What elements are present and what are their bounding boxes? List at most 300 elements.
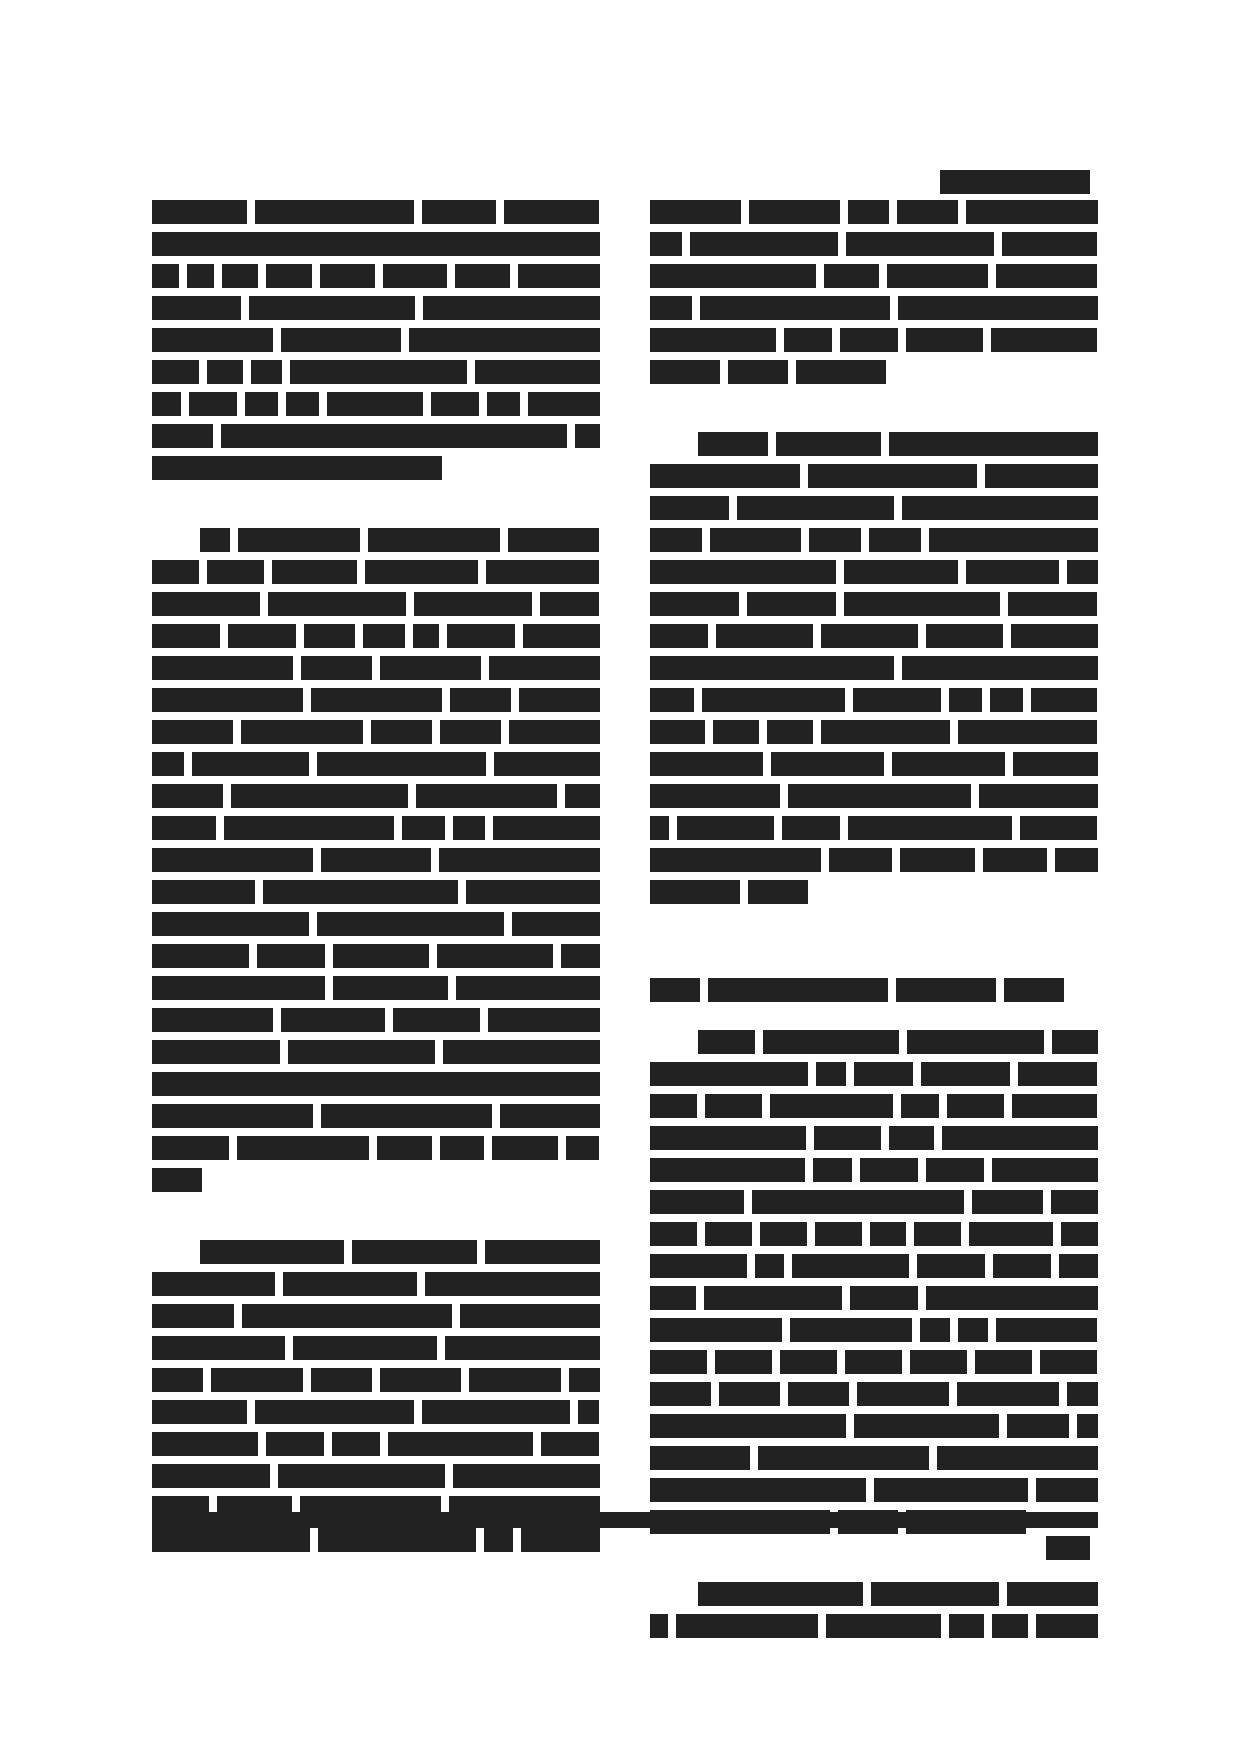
redacted-word bbox=[541, 1432, 599, 1456]
redacted-word bbox=[245, 392, 278, 416]
redacted-word bbox=[318, 1528, 476, 1552]
text-line-redacted bbox=[152, 1168, 600, 1192]
redacted-word bbox=[281, 1008, 385, 1032]
text-line-redacted bbox=[650, 1062, 1098, 1086]
redacted-word bbox=[966, 200, 1098, 224]
redacted-word bbox=[704, 1286, 842, 1310]
text-line-redacted bbox=[152, 720, 600, 744]
redacted-word bbox=[650, 496, 729, 520]
redacted-word bbox=[991, 328, 1097, 352]
redacted-word bbox=[650, 1222, 697, 1246]
redacted-word bbox=[152, 1040, 280, 1064]
redacted-word bbox=[650, 360, 720, 384]
redacted-word bbox=[575, 424, 600, 448]
redacted-word bbox=[650, 528, 702, 552]
redacted-word bbox=[283, 1272, 417, 1296]
redacted-word bbox=[713, 720, 759, 744]
redacted-word bbox=[152, 1464, 270, 1488]
redacted-word bbox=[152, 688, 303, 712]
redacted-word bbox=[352, 1240, 477, 1264]
redacted-word bbox=[231, 784, 408, 808]
redacted-word bbox=[990, 688, 1023, 712]
redacted-word bbox=[917, 1254, 985, 1278]
redacted-word bbox=[445, 1336, 600, 1360]
text-line-redacted bbox=[152, 624, 600, 648]
redacted-word bbox=[152, 784, 223, 808]
text-line-redacted bbox=[650, 1158, 1098, 1182]
redacted-word bbox=[650, 624, 708, 648]
redacted-word bbox=[821, 720, 950, 744]
redacted-word bbox=[650, 1350, 707, 1374]
text-line-redacted bbox=[152, 1040, 600, 1064]
text-line-redacted bbox=[650, 1190, 1098, 1214]
redacted-word bbox=[380, 1368, 462, 1392]
redacted-word bbox=[983, 848, 1047, 872]
redacted-word bbox=[152, 1104, 313, 1128]
redacted-word bbox=[848, 816, 1012, 840]
redacted-word bbox=[809, 528, 861, 552]
text-line-redacted bbox=[152, 880, 600, 904]
redacted-word bbox=[1008, 592, 1097, 616]
text-line-redacted bbox=[650, 200, 1098, 224]
redacted-word bbox=[377, 1136, 432, 1160]
redacted-word bbox=[1002, 232, 1097, 256]
redacted-word bbox=[566, 1136, 599, 1160]
redacted-word bbox=[782, 816, 840, 840]
redacted-word bbox=[650, 978, 700, 1002]
redacted-word bbox=[509, 720, 600, 744]
redacted-word bbox=[1077, 1414, 1098, 1438]
text-line-redacted bbox=[152, 528, 600, 552]
redacted-word bbox=[1012, 1094, 1097, 1118]
redacted-word bbox=[844, 592, 1000, 616]
redacted-word bbox=[1011, 624, 1098, 648]
redacted-word bbox=[710, 528, 801, 552]
text-line-redacted bbox=[650, 360, 1098, 384]
paragraph-gap bbox=[650, 392, 1098, 416]
redacted-word bbox=[363, 624, 406, 648]
redacted-word bbox=[874, 1478, 1028, 1502]
redacted-word bbox=[152, 1272, 275, 1296]
text-line-redacted bbox=[650, 592, 1098, 616]
text-line-redacted bbox=[650, 656, 1098, 680]
text-line-redacted bbox=[152, 232, 600, 256]
redacted-word bbox=[152, 976, 325, 1000]
text-line-redacted bbox=[152, 264, 600, 288]
redacted-word bbox=[796, 360, 886, 384]
text-line-redacted bbox=[152, 456, 600, 480]
paragraph-gap bbox=[650, 912, 1098, 936]
redacted-word bbox=[1013, 752, 1098, 776]
redacted-word bbox=[702, 688, 845, 712]
text-line-redacted bbox=[152, 392, 600, 416]
redacted-word bbox=[870, 1222, 907, 1246]
text-line-redacted bbox=[650, 1222, 1098, 1246]
redacted-word bbox=[969, 1222, 1053, 1246]
redacted-word bbox=[737, 496, 894, 520]
redacted-word bbox=[423, 296, 600, 320]
redacted-word bbox=[320, 264, 375, 288]
redacted-word bbox=[152, 560, 199, 584]
page-number-redacted bbox=[1046, 1536, 1090, 1560]
redacted-word bbox=[929, 528, 1098, 552]
redacted-word bbox=[1067, 560, 1098, 584]
redacted-word bbox=[413, 624, 439, 648]
redacted-word bbox=[200, 528, 230, 552]
redacted-word bbox=[431, 392, 479, 416]
redacted-word bbox=[650, 1062, 808, 1086]
redacted-word bbox=[249, 296, 415, 320]
redacted-word bbox=[1018, 1062, 1097, 1086]
redacted-word bbox=[910, 1350, 967, 1374]
redacted-word bbox=[189, 392, 237, 416]
redacted-word bbox=[402, 816, 445, 840]
text-line-redacted bbox=[650, 1126, 1098, 1150]
redacted-word bbox=[650, 1478, 866, 1502]
redacted-word bbox=[266, 264, 312, 288]
redacted-word bbox=[207, 360, 243, 384]
redacted-word bbox=[1059, 1254, 1098, 1278]
redacted-word bbox=[152, 880, 255, 904]
text-line-redacted bbox=[650, 1286, 1098, 1310]
redacted-word bbox=[301, 656, 372, 680]
text-line-redacted bbox=[152, 784, 600, 808]
redacted-word bbox=[914, 1222, 961, 1246]
redacted-word bbox=[290, 360, 467, 384]
redacted-word bbox=[255, 200, 414, 224]
redacted-word bbox=[286, 392, 319, 416]
text-line-redacted bbox=[152, 1400, 600, 1424]
redacted-word bbox=[152, 624, 220, 648]
redacted-word bbox=[784, 328, 832, 352]
redacted-word bbox=[728, 360, 788, 384]
redacted-word bbox=[758, 1446, 929, 1470]
redacted-word bbox=[521, 1528, 600, 1552]
redacted-word bbox=[824, 264, 879, 288]
redacted-word bbox=[926, 1158, 984, 1182]
redacted-word bbox=[383, 264, 447, 288]
redacted-word bbox=[200, 1240, 344, 1264]
redacted-word bbox=[926, 1286, 1098, 1310]
redacted-word bbox=[368, 528, 500, 552]
redacted-word bbox=[311, 688, 442, 712]
redacted-word bbox=[845, 1350, 902, 1374]
redacted-word bbox=[1036, 1478, 1098, 1502]
redacted-word bbox=[1036, 1614, 1098, 1638]
redacted-word bbox=[453, 1464, 600, 1488]
redacted-word bbox=[1061, 1222, 1098, 1246]
redacted-word bbox=[763, 1030, 900, 1054]
text-line-redacted bbox=[152, 360, 600, 384]
text-line-redacted bbox=[152, 848, 600, 872]
redacted-word bbox=[821, 624, 918, 648]
redacted-word bbox=[901, 1094, 939, 1118]
redacted-word bbox=[268, 592, 406, 616]
redacted-word bbox=[251, 360, 282, 384]
redacted-word bbox=[650, 752, 763, 776]
redacted-word bbox=[705, 1222, 752, 1246]
redacted-word bbox=[207, 560, 264, 584]
redacted-word bbox=[848, 200, 889, 224]
text-line-redacted bbox=[650, 496, 1098, 520]
redacted-word bbox=[907, 1030, 1044, 1054]
redacted-word bbox=[808, 464, 977, 488]
redacted-word bbox=[816, 1062, 846, 1086]
redacted-word bbox=[854, 1062, 913, 1086]
text-line-redacted bbox=[650, 296, 1098, 320]
redacted-word bbox=[698, 1030, 755, 1054]
redacted-word bbox=[440, 720, 501, 744]
redacted-word bbox=[752, 1190, 964, 1214]
redacted-word bbox=[788, 784, 972, 808]
redacted-word bbox=[152, 200, 247, 224]
redacted-word bbox=[1031, 688, 1097, 712]
redacted-word bbox=[152, 1528, 310, 1552]
redacted-word bbox=[317, 912, 504, 936]
redacted-word bbox=[540, 592, 599, 616]
redacted-word bbox=[469, 1368, 561, 1392]
redacted-word bbox=[1007, 1414, 1069, 1438]
redacted-word bbox=[650, 1094, 697, 1118]
text-line-redacted bbox=[152, 296, 600, 320]
redacted-word bbox=[519, 688, 600, 712]
text-line-redacted bbox=[650, 232, 1098, 256]
redacted-word bbox=[416, 784, 557, 808]
text-line-redacted bbox=[152, 560, 600, 584]
text-line-redacted bbox=[650, 1318, 1098, 1342]
redacted-word bbox=[450, 688, 511, 712]
redacted-word bbox=[792, 1254, 909, 1278]
redacted-word bbox=[272, 560, 357, 584]
redacted-word bbox=[815, 1222, 862, 1246]
redacted-word bbox=[776, 432, 881, 456]
text-line-redacted bbox=[152, 1464, 600, 1488]
redacted-word bbox=[902, 496, 1098, 520]
redacted-word bbox=[242, 1304, 452, 1328]
redacted-word bbox=[321, 848, 432, 872]
redacted-word bbox=[957, 1382, 1059, 1406]
redacted-word bbox=[780, 1350, 837, 1374]
redacted-word bbox=[447, 624, 515, 648]
redacted-word bbox=[393, 1008, 480, 1032]
redacted-word bbox=[860, 1158, 918, 1182]
text-line-redacted bbox=[650, 784, 1098, 808]
paragraph-gap bbox=[152, 1560, 600, 1584]
text-line-redacted bbox=[152, 912, 600, 936]
text-line-redacted bbox=[650, 1446, 1098, 1470]
redacted-word bbox=[152, 1168, 202, 1192]
redacted-word bbox=[152, 456, 442, 480]
redacted-word bbox=[152, 1072, 600, 1096]
redacted-word bbox=[485, 1240, 600, 1264]
redacted-word bbox=[949, 688, 982, 712]
redacted-word bbox=[224, 816, 395, 840]
redacted-word bbox=[512, 912, 600, 936]
redacted-word bbox=[460, 1304, 600, 1328]
redacted-word bbox=[650, 816, 669, 840]
text-line-redacted bbox=[650, 624, 1098, 648]
redacted-word bbox=[439, 848, 600, 872]
redacted-word bbox=[569, 1368, 600, 1392]
redacted-word bbox=[840, 328, 898, 352]
text-line-redacted bbox=[152, 1368, 600, 1392]
redacted-word bbox=[1004, 978, 1064, 1002]
redacted-word bbox=[152, 944, 249, 968]
text-line-redacted bbox=[650, 752, 1098, 776]
redacted-word bbox=[278, 1464, 445, 1488]
redacted-word bbox=[228, 624, 296, 648]
redacted-word bbox=[152, 720, 233, 744]
text-line-redacted bbox=[152, 1008, 600, 1032]
redacted-word bbox=[650, 848, 821, 872]
redacted-word bbox=[650, 232, 682, 256]
redacted-word bbox=[257, 944, 325, 968]
redacted-word bbox=[897, 200, 958, 224]
redacted-word bbox=[650, 328, 776, 352]
redacted-word bbox=[255, 1400, 414, 1424]
text-line-redacted bbox=[650, 464, 1098, 488]
redacted-word bbox=[958, 720, 1097, 744]
redacted-word bbox=[281, 328, 402, 352]
redacted-word bbox=[920, 1318, 950, 1342]
redacted-word bbox=[221, 424, 567, 448]
redacted-word bbox=[332, 1432, 380, 1456]
redacted-word bbox=[749, 200, 840, 224]
redacted-word bbox=[484, 1528, 514, 1552]
redacted-word bbox=[854, 1414, 999, 1438]
redacted-word bbox=[152, 360, 199, 384]
text-line-redacted bbox=[152, 1240, 600, 1264]
redacted-word bbox=[1067, 1382, 1098, 1406]
redacted-word bbox=[504, 200, 599, 224]
text-line-redacted bbox=[650, 848, 1098, 872]
text-line-redacted bbox=[152, 752, 600, 776]
redacted-word bbox=[892, 752, 1005, 776]
redacted-word bbox=[152, 424, 213, 448]
redacted-word bbox=[437, 944, 553, 968]
text-line-redacted bbox=[152, 1528, 600, 1552]
redacted-word bbox=[508, 528, 599, 552]
text-line-redacted bbox=[152, 656, 600, 680]
redacted-word bbox=[829, 848, 893, 872]
redacted-word bbox=[152, 1368, 203, 1392]
redacted-word bbox=[333, 976, 448, 1000]
redacted-word bbox=[388, 1432, 533, 1456]
redacted-word bbox=[1055, 848, 1098, 872]
redacted-word bbox=[152, 656, 293, 680]
redacted-word bbox=[902, 656, 1098, 680]
text-line-redacted bbox=[650, 1030, 1098, 1054]
redacted-word bbox=[857, 1382, 949, 1406]
redacted-word bbox=[152, 1304, 234, 1328]
redacted-word bbox=[958, 1318, 988, 1342]
redacted-word bbox=[650, 784, 780, 808]
redacted-word bbox=[425, 1272, 600, 1296]
redacted-word bbox=[814, 1126, 881, 1150]
redacted-word bbox=[650, 1414, 846, 1438]
redacted-word bbox=[565, 784, 600, 808]
redacted-word bbox=[500, 1104, 600, 1128]
redacted-word bbox=[790, 1318, 912, 1342]
redacted-word bbox=[152, 848, 313, 872]
right-column bbox=[650, 200, 1098, 1686]
redacted-word bbox=[767, 720, 813, 744]
redacted-word bbox=[690, 232, 838, 256]
redacted-word bbox=[650, 1318, 782, 1342]
text-line-redacted bbox=[152, 592, 600, 616]
redacted-word bbox=[705, 1094, 762, 1118]
redacted-word bbox=[966, 560, 1059, 584]
redacted-word bbox=[871, 1582, 999, 1606]
redacted-word bbox=[985, 464, 1098, 488]
redacted-word bbox=[975, 1350, 1032, 1374]
redacted-word bbox=[422, 200, 496, 224]
redacted-word bbox=[238, 528, 360, 552]
redacted-word bbox=[949, 1614, 984, 1638]
redacted-word bbox=[926, 624, 1003, 648]
redacted-word bbox=[152, 264, 179, 288]
redacted-word bbox=[650, 1382, 711, 1406]
redacted-word bbox=[650, 688, 694, 712]
redacted-word bbox=[422, 1400, 570, 1424]
redacted-word bbox=[771, 752, 884, 776]
text-line-redacted bbox=[650, 560, 1098, 584]
redacted-word bbox=[650, 1286, 696, 1310]
text-line-redacted bbox=[152, 1072, 600, 1096]
redacted-word bbox=[650, 656, 894, 680]
redacted-word bbox=[844, 560, 958, 584]
redacted-word bbox=[896, 978, 996, 1002]
redacted-word bbox=[719, 1382, 780, 1406]
redacted-word bbox=[921, 1062, 1010, 1086]
redacted-word bbox=[937, 1446, 1098, 1470]
text-line-redacted bbox=[650, 1254, 1098, 1278]
text-line-redacted bbox=[650, 1614, 1098, 1638]
redacted-word bbox=[650, 464, 800, 488]
text-line-redacted bbox=[650, 432, 1098, 456]
text-line-redacted bbox=[650, 264, 1098, 288]
redacted-word bbox=[972, 1190, 1043, 1214]
redacted-word bbox=[414, 592, 532, 616]
text-line-redacted bbox=[650, 688, 1098, 712]
redacted-word bbox=[152, 752, 184, 776]
redacted-word bbox=[561, 944, 600, 968]
text-line-redacted bbox=[152, 328, 600, 352]
redacted-word bbox=[371, 720, 432, 744]
text-line-redacted bbox=[152, 1336, 600, 1360]
redacted-word bbox=[850, 1286, 919, 1310]
redacted-word bbox=[826, 1614, 941, 1638]
redacted-word bbox=[747, 592, 836, 616]
redacted-word bbox=[518, 264, 600, 288]
paragraph-gap bbox=[650, 1646, 1098, 1670]
redacted-word bbox=[266, 1432, 324, 1456]
running-head-redacted bbox=[940, 170, 1090, 194]
redacted-word bbox=[700, 296, 890, 320]
redacted-word bbox=[152, 592, 260, 616]
redacted-word bbox=[716, 624, 813, 648]
redacted-word bbox=[650, 264, 816, 288]
redacted-word bbox=[456, 976, 600, 1000]
redacted-word bbox=[288, 1040, 435, 1064]
redacted-word bbox=[523, 624, 600, 648]
redacted-word bbox=[365, 560, 478, 584]
redacted-word bbox=[152, 1432, 258, 1456]
text-line-redacted bbox=[152, 1272, 600, 1296]
redacted-word bbox=[1052, 1030, 1098, 1054]
text-line-redacted bbox=[650, 816, 1098, 840]
redacted-word bbox=[715, 1350, 772, 1374]
